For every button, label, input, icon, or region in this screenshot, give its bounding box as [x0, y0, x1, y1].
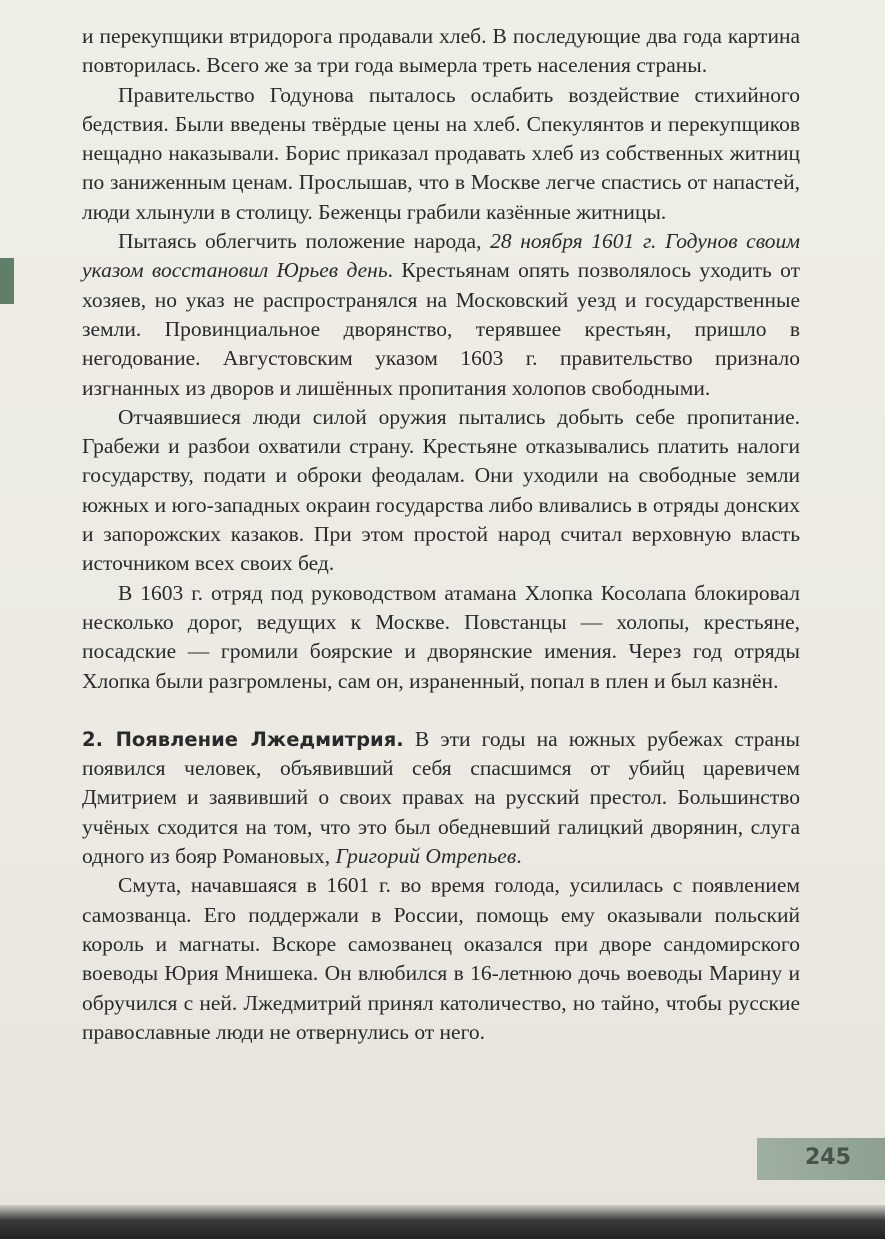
text-run: и перекупщики втридорога продавали хлеб. В последующие два года картина повторилась. Всего же за три года вымерла треть населения страны.	[82, 24, 800, 78]
text-run: Правительство Годунова пыталось ослабить воздействие стихийного бедствия. Были введены твёрдые цены на хлеб. Спекулянтов и перекупщиков нещадно наказывали. Борис приказал продавать хлеб из собственных житниц по заниженным ценам. Прослышав, что в Москве легче спастись от напастей, люди хлынули в столицу. Беженцы грабили казённые житницы.	[82, 82, 800, 224]
text-run: Отчаявшиеся люди силой оружия пытались добыть себе пропитание. Грабежи и разбои охватили страну. Крестьяне отказывались платить налоги государству, подати и оброки феодалам. Они уходили на свободные земли южных и юго-западных окраин государства либо вливались в отряды донских и запорожских казаков. При этом простой народ считал верховную власть источником всех своих бед.	[82, 404, 800, 576]
text-run: . Крестьянам опять позволялось уходить от хозяев, но указ не распространялся на Московский уезд и государственные земли. Провинциальное дворянство, терявшее крестьян, пришло в негодование. Августовским указом 1603 г. правительство признало изгнанных из дворов и лишённых пропитания холопов свободными.	[82, 258, 801, 400]
text-run: .	[516, 844, 522, 869]
paragraph-unrest	[82, 403, 800, 579]
italic-text-run: Григорий Отрепьев	[335, 844, 517, 869]
text-run: Смута, начавшаяся в 1601 г. во время голода, усилилась с появлением самозванца. Его поддержали в России, помощь ему оказывали польский король и магнаты. Вскоре самозванец оказался при дворе сандомирского воеводы Юрия Мнишека. Он влюбился в 16-летнюю дочь воеводы Марину и обручился с ней. Лжедмитрий принял католичество, но тайно, чтобы русские православные люди не отвернулись от него.	[82, 873, 800, 1044]
paragraph-smuta	[82, 871, 800, 1047]
italic-text-run: 28 ноября 1601 г. Годунов своим указом восстановил Юрьев день	[82, 229, 800, 283]
page-number-tab	[757, 1138, 885, 1180]
text-run: Пытаясь облегчить положение народа,	[118, 229, 491, 254]
section-heading: 2. Появление Лжедмитрия.	[82, 727, 404, 751]
text-run: В эти годы на южных рубежах страны появился человек, объявивший себя спасшимся от убийц царевичем Дмитрием и заявивший о своих правах на русский престол. Большинство учёных сходится на том, что это был обедневший галицкий дворянин, слуга одного из бояр Романовых,	[82, 726, 801, 869]
body-text	[82, 22, 800, 1047]
page-bottom-edge	[0, 1205, 885, 1239]
paragraph-government-measures	[82, 81, 800, 227]
paragraph-yuriev-day	[82, 227, 800, 403]
chapter-edge-tab	[0, 258, 14, 304]
page-number: 245	[805, 1145, 851, 1170]
paragraph-khlopok-uprising	[82, 579, 800, 696]
paragraph-false-dmitry-intro	[82, 725, 800, 871]
text-run: В 1603 г. отряд под руководством атамана Хлопка Косолапа блокировал несколько дорог, ведущих к Москве. Повстанцы — холопы, крестьяне, посадские — громили боярские и дворянские имения. Через год отряды Хлопка были разгромлены, сам он, израненный, попал в плен и был казнён.	[82, 580, 800, 693]
paragraph-continuation	[82, 22, 800, 81]
